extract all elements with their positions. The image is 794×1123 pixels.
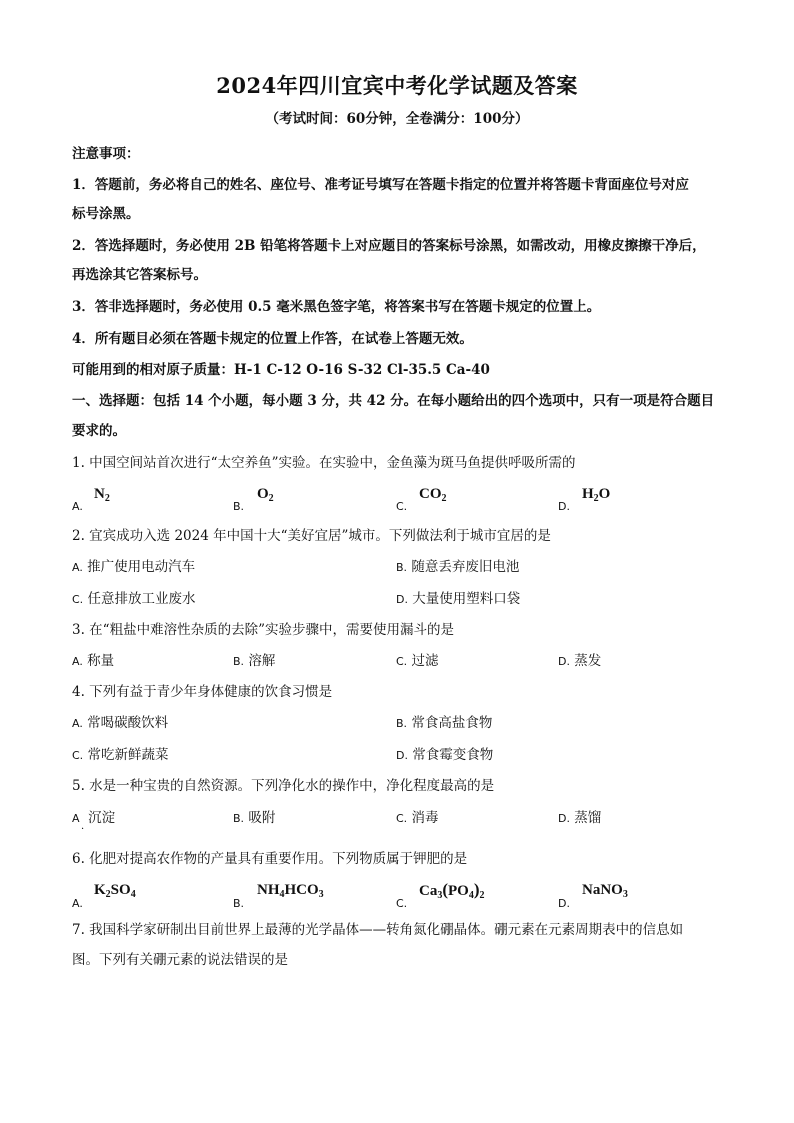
question-4-option-c: C. 常吃新鲜蔬菜 [72, 747, 169, 763]
question-5-option-a: A 沉淀 [72, 810, 116, 826]
question-1-option-c-formula: $CO_2$ [419, 486, 447, 504]
question-4-option-b: B. 常食高盐食物 [396, 715, 493, 731]
question-6-option-a-letter: A. [72, 897, 83, 910]
question-2-option-a: A. 推广使用电动汽车 [72, 559, 196, 575]
notice-item-1-line-2: 标号涂黑。 [72, 206, 140, 222]
question-4-stem: 4. 下列有益于青少年身体健康的饮食习惯是 [72, 684, 333, 700]
question-7-stem-line-2: 图。下列有关硼元素的说法错误的是 [72, 952, 288, 968]
section-1-heading-line-2: 要求的。 [72, 423, 126, 439]
question-7-stem-line-1: 7. 我国科学家研制出目前世界上最薄的光学晶体——转角氮化硼晶体。硼元素在元素周期表中的信息如 [72, 922, 684, 938]
question-1-option-c-letter: C. [396, 500, 408, 513]
question-5-option-c: C. 消毒 [396, 810, 439, 826]
question-6-option-d-formula: NaNO$_3$ [582, 882, 628, 900]
question-6-option-c-formula: $Ca_3(PO_4)_2$ [419, 880, 485, 901]
question-3-option-a: A. 称量 [72, 653, 115, 669]
question-6-stem: 6. 化肥对提高农作物的产量具有重要作用。下列物质属于钾肥的是 [72, 851, 468, 867]
question-3-stem: 3. 在“粗盐中难溶性杂质的去除”实验步骤中，需要使用漏斗的是 [72, 622, 454, 638]
question-2-option-b: B. 随意丢弃废旧电池 [396, 559, 520, 575]
notice-item-2-line-2: 再选涂其它答案标号。 [72, 267, 207, 283]
page-title: 2024年四川宜宾中考化学试题及答案 [216, 73, 578, 98]
question-6-option-c-letter: C. [396, 897, 408, 910]
question-2-option-d: D. 大量使用塑料口袋 [396, 591, 521, 607]
question-3-option-c: C. 过滤 [396, 653, 439, 669]
notice-item-4: 4．所有题目必须在答题卡规定的位置上作答，在试卷上答题无效。 [72, 331, 473, 347]
notice-heading: 注意事项： [72, 146, 140, 162]
question-4-option-d: D. 常食霉变食物 [396, 747, 494, 763]
question-2-stem: 2. 宜宾成功入选 2024 年中国十大“美好宜居”城市。下列做法利于城市宜居的是 [72, 528, 551, 544]
question-1-option-d-letter: D. [558, 500, 570, 513]
question-1-stem: 1. 中国空间站首次进行“太空养鱼”实验。在实验中，金鱼藻为斑马鱼提供呼吸所需的 [72, 455, 576, 471]
question-5-stem: 5. 水是一种宝贵的自然资源。下列净化水的操作中，净化程度最高的是 [72, 778, 495, 794]
question-1-option-b-letter: B. [233, 500, 245, 513]
question-6-option-b-formula: $NH_4HCO_3$ [257, 882, 324, 900]
question-5-option-d: D. 蒸馏 [558, 810, 602, 826]
question-1-option-d-formula: $H_2O$ [582, 486, 611, 504]
question-3-option-d: D. 蒸发 [558, 653, 602, 669]
question-6-option-a-formula: $K_2SO_4$ [94, 882, 136, 900]
question-1-option-a-letter: A. [72, 500, 83, 513]
notice-item-3: 3．答非选择题时，务必使用 0.5 毫米黑色签字笔，将答案书写在答题卡规定的位置上。 [72, 299, 601, 315]
question-3-option-b: B. 溶解 [233, 653, 276, 669]
question-2-option-c: C. 任意排放工业废水 [72, 591, 196, 607]
exam-info-subtitle: （考试时间：60分钟，全卷满分：100分） [265, 111, 529, 127]
question-5-option-b: B. 吸附 [233, 810, 276, 826]
question-1-option-b-formula: $O_2$ [257, 486, 274, 504]
question-4-option-a: A. 常喝碳酸饮料 [72, 715, 169, 731]
atomic-mass-list: 可能用到的相对原子质量：H-1 C-12 O-16 S-32 Cl-35.5 Ca-40 [72, 362, 490, 378]
notice-item-1-line-1: 1．答题前，务必将自己的姓名、座位号、准考证号填写在答题卡指定的位置并将答题卡背面座位号对应 [72, 177, 689, 193]
question-6-option-d-letter: D. [558, 897, 570, 910]
section-1-heading-line-1: 一、选择题：包括 14 个小题，每小题 3 分，共 42 分。在每小题给出的四个选项中，只有一项是符合题目 [72, 393, 715, 409]
notice-item-2-line-1: 2．答选择题时，务必使用 2B 铅笔将答题卡上对应题目的答案标号涂黑，如需改动，用橡皮擦擦干净后， [72, 238, 706, 254]
question-6-option-b-letter: B. [233, 897, 245, 910]
stray-dot-mark: · [81, 824, 85, 835]
question-1-option-a-formula: $N_2$ [94, 486, 110, 504]
